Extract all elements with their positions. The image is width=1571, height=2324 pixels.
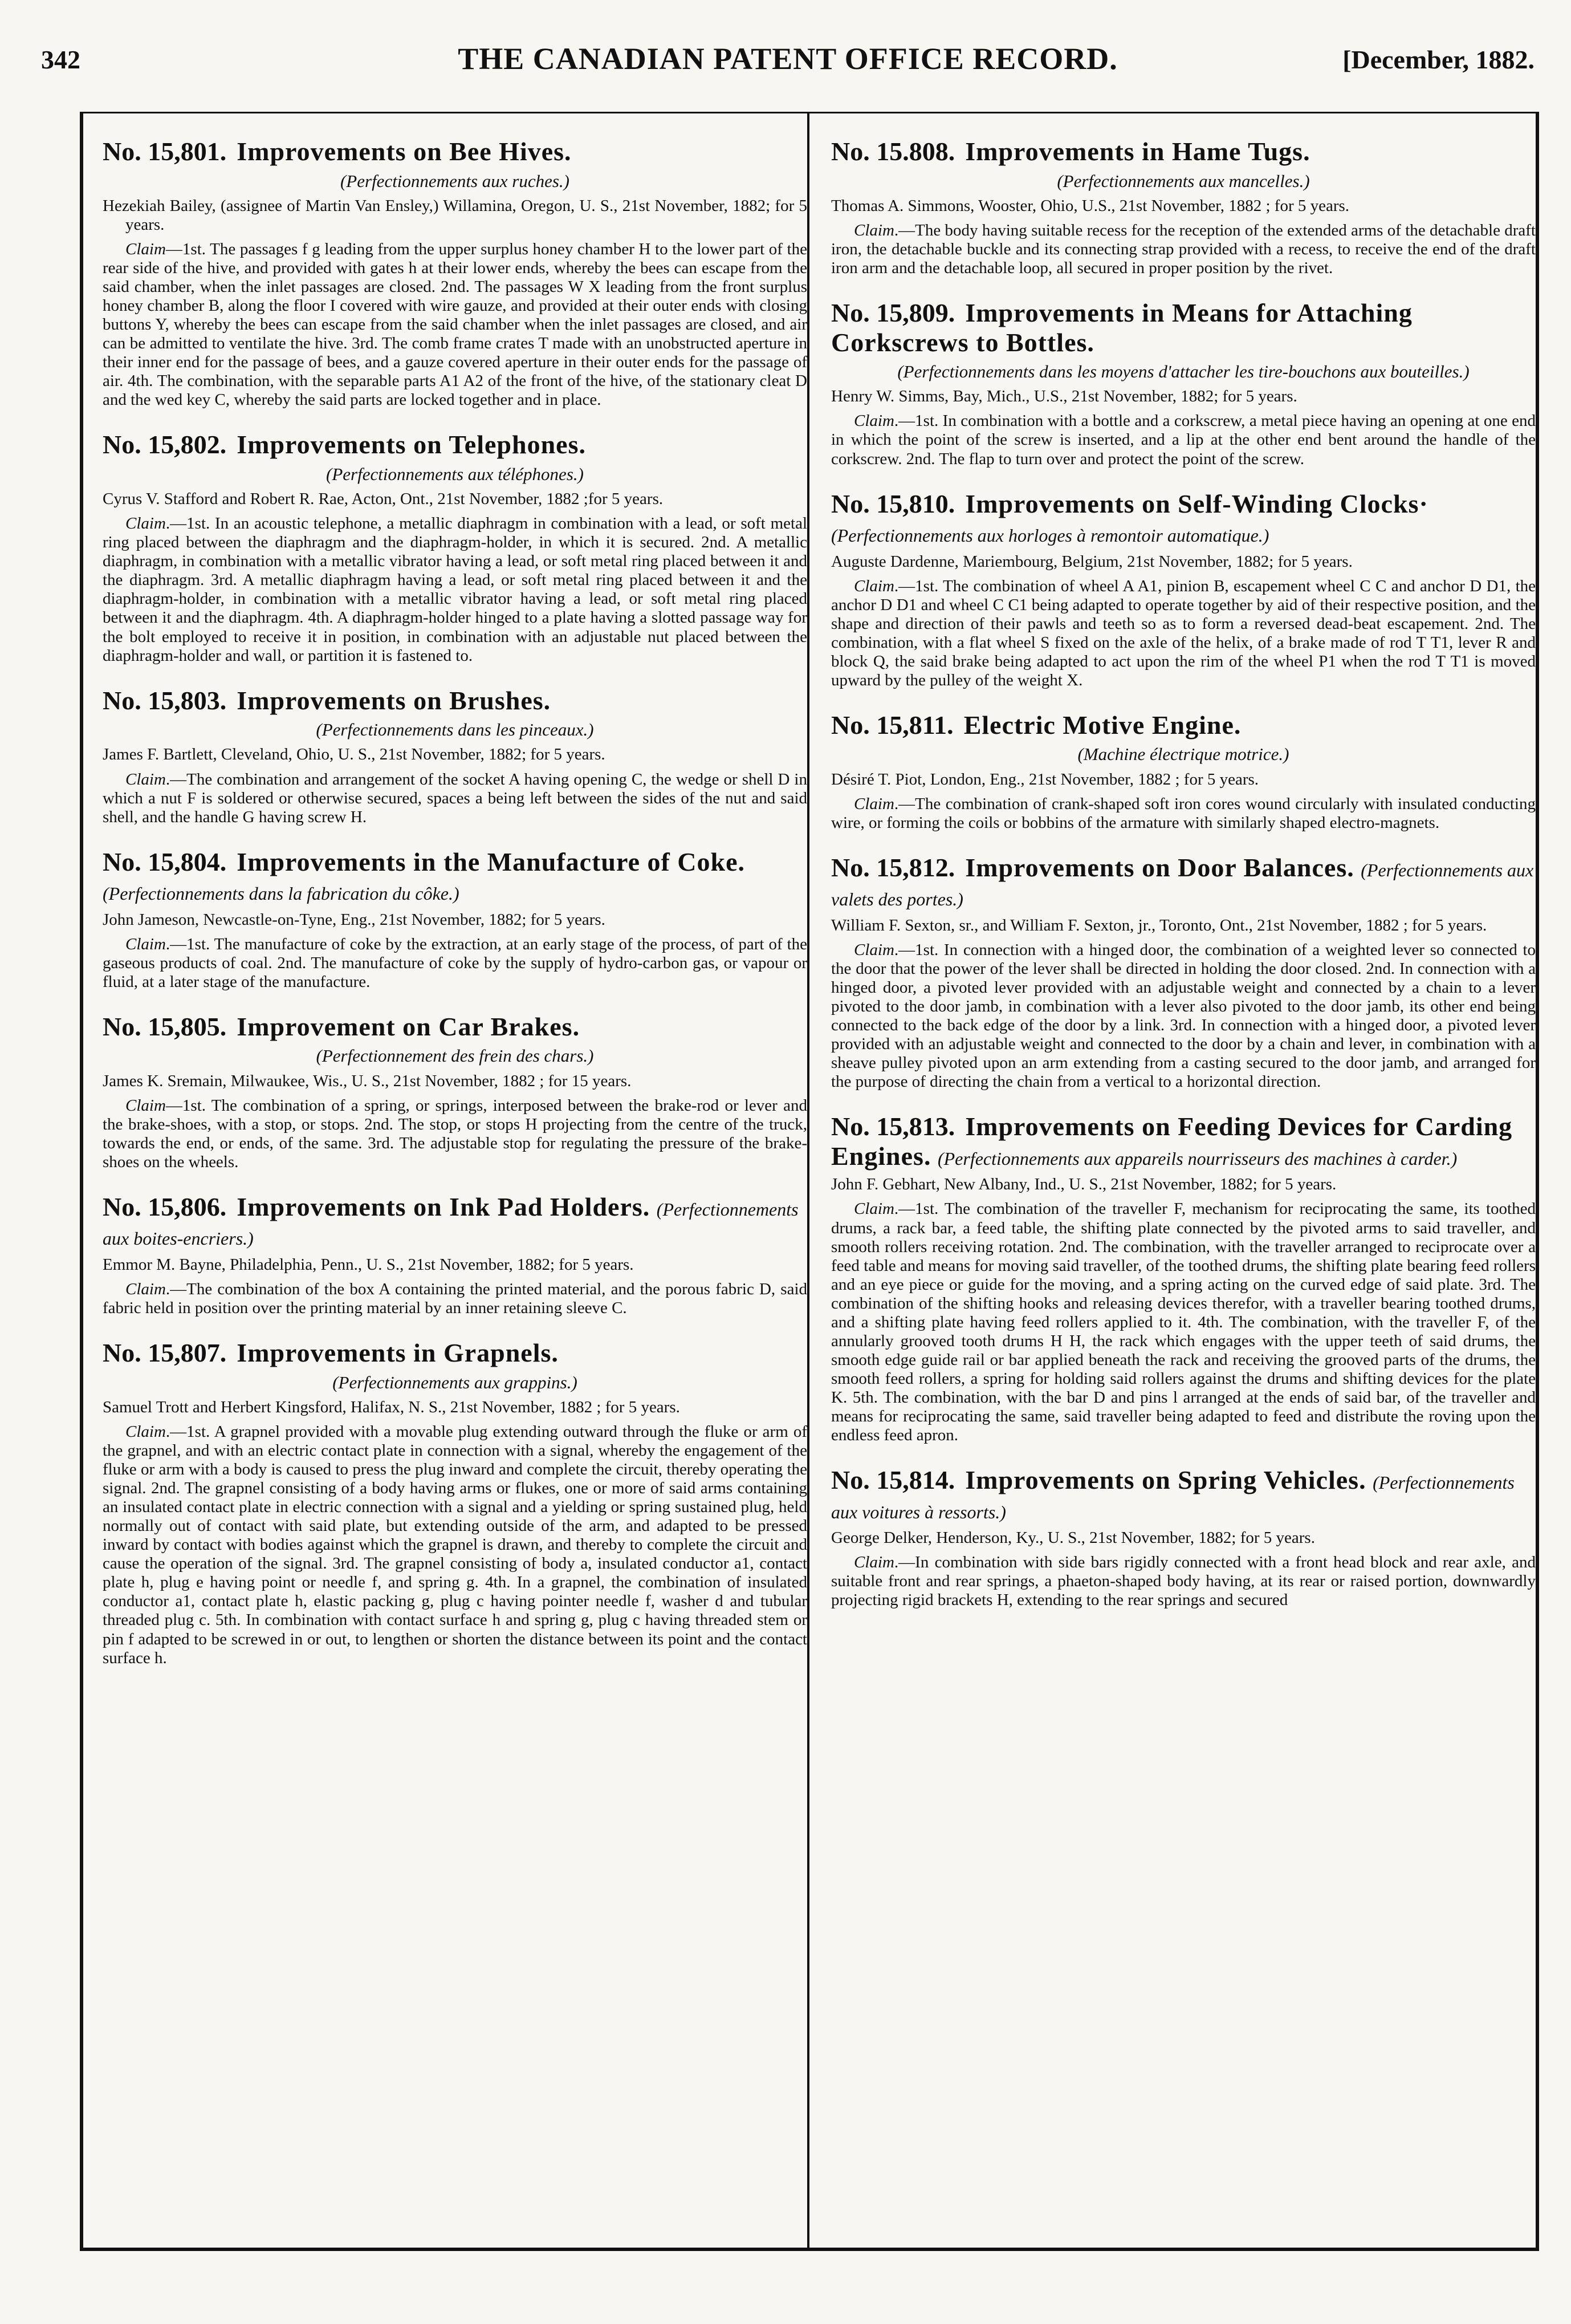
- french-title: (Perfectionnements dans les moyens d'attacher les tire-bouchons aux bouteilles.): [897, 361, 1470, 382]
- claim-label: Claim: [854, 412, 894, 430]
- patentee: William F. Sexton, sr., and William F. Sexton, jr., Toronto, Ont., 21st November, 1882 ; for 5 years.: [831, 916, 1487, 935]
- french-title: (Perfectionnements aux appareils nourrisseurs des machines à carder.): [937, 1148, 1458, 1169]
- claim-label: Claim: [854, 1553, 894, 1572]
- patent-number: No. 15,812.: [831, 852, 955, 882]
- claim-text: .—1st. The combination of the traveller F, mechanism for reciprocating the same, its toothed drums, a rack bar, a feed table, the shifting plate connected by the pivoted arms to said traveller, and smooth rollers receiving rotation. 2nd. The combination, with the traveller arranged to reciprocate over a feed table and means for moving said traveller, of the toothed drums, the shifting plate bearing feed rollers and an eye piece or guide for the moving, and a spring acting on the curved edge of said plate. 3rd. The combination of the shifting hooks and releasing devices therefor, with a traveller bearing toothed drums, and a shifting plate having feed rollers applied to it. 4th. The combination, with the traveller F, of the annularly grooved tooth drums H H, the rack which engages with the upper teeth of said drums, the smooth edge guide rail or bar applied beneath the rack and receiving the grooved parts of the drums, the smooth feed rollers, a spring for holding said rollers against the drums and shifting devices for the plate K. 5th. The combination, with the bar D and pins l arranged at the ends of said bar, of the traveller and means for reciprocating the same, said traveller being adapted to feed and distribute the roving upon the endless feed apron.: [831, 1200, 1536, 1445]
- claim-text: .—The body having suitable recess for the reception of the extended arms of the detachable draft iron, the detachable buckle and its connecting strap provided with a recess, to receive the end of the draft iron arm and the detachable loop, all secured in proper position by the rivet.: [831, 221, 1536, 277]
- patent-entry-15804: [103, 847, 807, 992]
- entry-heading: [103, 1338, 807, 1368]
- issue-date: [December, 1882.: [1342, 45, 1535, 74]
- french-title: (Perfectionnements aux voitures à ressorts.): [831, 1472, 1515, 1522]
- claim-label: Claim: [125, 1423, 166, 1441]
- claim: [103, 240, 807, 409]
- claim-label: Claim: [854, 941, 894, 959]
- patent-entry-15802: [103, 430, 807, 665]
- patent-entry-15807: [103, 1338, 807, 1668]
- claim-text: .—1st. The combination of wheel A A1, pinion B, escapement wheel C C and anchor D D1, the anchor D D1 and wheel C C1 being adapted to operate together by aid of their respective position, and the shape and direction of their pawls and teeth so as to form a reversed dead-beat escapement. 2nd. The combination, with a flat wheel S fixed on the axle of the helix, of a brake made of rod T T1, lever R and block Q, the said brake being adapted to act upon the rim of the wheel P1 when the rod T T1 is moved upward by the pulley of the weight X.: [831, 576, 1536, 689]
- claim: [831, 795, 1536, 832]
- journal-title: THE CANADIAN PATENT OFFICE RECORD.: [458, 42, 1118, 76]
- patent-title: Improvements on Telephones.: [237, 430, 586, 460]
- entry-heading: [831, 137, 1536, 166]
- patent-entry-15808: [831, 137, 1536, 278]
- french-title: (Perfectionnement des frein des chars.): [316, 1046, 594, 1066]
- patent-title: Improvement on Car Brakes.: [237, 1011, 580, 1041]
- patentee: John F. Gebhart, New Albany, Ind., U. S., 21st November, 1882; for 5 years.: [831, 1175, 1337, 1194]
- claim-text: .—The combination of crank-shaped soft iron cores wound circularly with insulated conducting wire, or forming the coils or bobbins of the armature with similarly shaped electro-magnets.: [831, 794, 1536, 832]
- claim: [831, 941, 1536, 1091]
- entry-heading: [831, 1112, 1536, 1171]
- entry-heading: [831, 298, 1536, 357]
- claim-text: .—1st. The manufacture of coke by the extraction, at an early stage of the process, of part of the gaseous products of coal. 2nd. The manufacture of coke by the supply of hydro-carbon gas, or vapour or fluid, at a later stage of the manufacture.: [103, 935, 807, 991]
- entry-heading: [831, 853, 1536, 912]
- claim-text: .—The combination and arrangement of the socket A having opening C, the wedge or shell D in which a nut F is soldered or otherwise secured, spaces a being left between the sides of the nut and said shell, and the handle G having screw H.: [103, 770, 807, 826]
- patentee: Cyrus V. Stafford and Robert R. Rae, Acton, Ont., 21st November, 1882 ;for 5 years.: [103, 490, 664, 509]
- patent-title: Electric Motive Engine.: [963, 710, 1242, 740]
- french-title: (Perfectionnements aux horloges à remontoir automatique.): [831, 525, 1269, 546]
- patent-number: No. 15,811.: [831, 710, 954, 740]
- claim: [831, 577, 1536, 690]
- patent-number: No. 15.808.: [831, 137, 955, 166]
- column-divider: [807, 112, 809, 2251]
- claim: [831, 1200, 1536, 1445]
- claim: [103, 935, 807, 992]
- patentee: John Jameson, Newcastle-on-Tyne, Eng., 21st November, 1882; for 5 years.: [103, 910, 605, 929]
- patentee: Emmor M. Bayne, Philadelphia, Penn., U. S., 21st November, 1882; for 5 years.: [103, 1255, 634, 1274]
- patent-entry-15803: [103, 686, 807, 827]
- entry-heading: [103, 137, 807, 166]
- claim-label: Claim: [854, 221, 894, 239]
- entry-heading: [103, 686, 807, 716]
- claim-text: .—1st. In an acoustic telephone, a metallic diaphragm in combination with a lead, or soft metal ring placed between the diaphragm and the diaphragm-holder, in which it is secured. 2nd. A metallic diaphragm, in combination with a metallic vibrator having a lead, or soft metal ring placed between it and the diaphragm. 3rd. A metallic diaphragm having a lead, or soft metal ring placed between it and the diaphragm-holder, in combination with a metallic vibrator having a lead, or soft metal ring placed between it and the diaphragm. 4th. A diaphragm-holder hinged to a plate having a slotted passage way for the bolt employed to receive it in position, in combination with an adjustable nut placed between the diaphragm-holder and wall, or partition it is fastened to.: [103, 514, 807, 665]
- patentee: James K. Sremain, Milwaukee, Wis., U. S., 21st November, 1882 ; for 15 years.: [103, 1071, 632, 1090]
- patent-number: No. 15,802.: [103, 430, 227, 460]
- page-number: 342: [41, 45, 80, 74]
- french-title: (Perfectionnements aux boites-encriers.): [103, 1198, 799, 1249]
- claim-label: Claim: [854, 1200, 894, 1218]
- claim-text: .—In combination with side bars rigidly connected with a front head block and rear axle, and suitable front and rear springs, a phaeton-shaped body having, at its rear or raised portion, downwardly projecting rigid brackets H, extending to the rear springs and secured: [831, 1553, 1536, 1610]
- french-title: (Perfectionnements aux ruches.): [340, 170, 569, 191]
- claim: [831, 412, 1536, 468]
- entry-heading: [103, 1192, 807, 1251]
- claim: [831, 221, 1536, 278]
- entry-heading: [103, 1012, 807, 1042]
- claim: [831, 1553, 1536, 1610]
- french-title: (Perfectionnements aux valets des portes.): [831, 859, 1534, 910]
- patent-title: Improvements on Brushes.: [237, 685, 551, 715]
- patentee: Hezekiah Bailey, (assignee of Martin Van Ensley,) Willamina, Oregon, U. S., 21st November, 1882; for 5 years.: [103, 196, 807, 234]
- french-title: (Perfectionnements dans les pinceaux.): [316, 720, 594, 740]
- patent-title: Improvements on Feeding Devices for Carding Engines.: [831, 1112, 1513, 1171]
- right-column: [831, 137, 1536, 1630]
- patent-title: Improvements on Spring Vehicles.: [965, 1465, 1366, 1495]
- patent-title: Improvements on Door Balances.: [965, 852, 1354, 882]
- patent-number: No. 15,814.: [831, 1465, 955, 1495]
- claim-text: —1st. The combination of a spring, or springs, interposed between the brake-rod or lever and the brake-shoes, with a stop, or stops. 2nd. The stop, or stops H projecting from the centre of the truck, towards the end, or ends, of the same. 3rd. The adjustable stop for regulating the pressure of the brake-shoes on the wheels.: [103, 1096, 807, 1171]
- patent-title: Improvements in Hame Tugs.: [965, 137, 1310, 166]
- patent-title: Improvements on Ink Pad Holders.: [237, 1192, 650, 1221]
- patent-entry-15813: [831, 1112, 1536, 1445]
- patent-entry-15810: [831, 489, 1536, 690]
- patent-number: No. 15,803.: [103, 685, 227, 715]
- entry-heading: [831, 489, 1536, 548]
- patent-number: No. 15,809.: [831, 298, 955, 328]
- french-title: (Perfectionnements dans la fabrication du côke.): [103, 883, 459, 904]
- claim-label: Claim: [125, 239, 166, 258]
- entry-heading: [831, 1465, 1536, 1524]
- claim-label: Claim: [125, 770, 166, 789]
- claim: [103, 770, 807, 827]
- patent-entry-15801: [103, 137, 807, 409]
- entry-heading: [831, 710, 1536, 740]
- left-column: [103, 137, 807, 1688]
- patent-title: Improvements in Means for Attaching Corkscrews to Bottles.: [831, 298, 1413, 357]
- claim-label: Claim: [125, 514, 166, 533]
- patent-entry-15805: [103, 1012, 807, 1172]
- claim-label: Claim: [125, 1280, 166, 1299]
- patent-number: No. 15,807.: [103, 1338, 227, 1368]
- claim-text: .—1st. A grapnel provided with a movable plug extending outward through the fluke or arm of the grapnel, and with an electric contact plate in connection with a signal, whereby the engagement of the fluke or arm with a body is caused to press the plug inward and complete the circuit, thereby operating the signal. 2nd. The grapnel consisting of a body having arms or flukes, one or more of said arms containing an insulated contact plate in electric connection with a signal and a yielding or spring sustained plug, held normally out of contact with said plate, but extending outside of the arm, and adapted to be pressed inward by contact with bodies against which the grapnel is drawn, and thereby to complete the circuit and cause the operation of the signal. 3rd. The grapnel consisting of body a, insulated conductor a1, contact plate h, plug e having point or needle f, and spring g. 4th. In a grapnel, the combination of insulated conductor a1, contact plate h, elastic packing g, plug c having pointer needle f, washer d and tubular threaded plug c. 5th. In combination with contact surface h and spring g, plug c having threaded stem or pin f adapted to be screwed in or out, to lengthen or shorten the distance between its point and the contact surface h.: [103, 1423, 807, 1667]
- french-title: (Perfectionnements aux grappins.): [332, 1372, 577, 1392]
- running-head: [41, 34, 1535, 86]
- patentee: Désiré T. Piot, London, Eng., 21st November, 1882 ; for 5 years.: [831, 770, 1259, 789]
- patent-number: No. 15,805.: [103, 1011, 227, 1041]
- patent-entry-15811: [831, 710, 1536, 832]
- patent-entry-15806: [103, 1192, 807, 1318]
- patentee: Samuel Trott and Herbert Kingsford, Halifax, N. S., 21st November, 1882 ; for 5 years.: [103, 1397, 680, 1416]
- patent-title: Improvements in Grapnels.: [237, 1338, 559, 1368]
- patent-number: No. 15,806.: [103, 1192, 227, 1221]
- patentee: George Delker, Henderson, Ky., U. S., 21st November, 1882; for 5 years.: [831, 1529, 1315, 1547]
- patent-entry-15814: [831, 1465, 1536, 1610]
- patent-title: Improvements on Bee Hives.: [237, 137, 572, 166]
- claim: [103, 1423, 807, 1668]
- claim: [103, 514, 807, 665]
- claim-label: Claim: [854, 576, 894, 595]
- patent-number: No. 15,813.: [831, 1112, 955, 1141]
- french-title: (Machine électrique motrice.): [1077, 744, 1289, 765]
- claim-text: —1st. The passages f g leading from the upper surplus honey chamber H to the lower part of the rear side of the hive, and provided with gates h at their lower ends, whereby the bees can escape from the said chamber, when the inlet passages are closed. 2nd. The passages W X leading from the front surplus honey chamber B, along the floor I covered with wire gauze, and provided at their outer ends with closing buttons Y, whereby the bees can escape from the said chamber when the inlet passages are closed, and air can be admitted to ventilate the hive. 3rd. The comb frame crates T made with an unobstructed aperture in their inner end for the passage of bees, and a gauze covered aperture in their outer ends for the passage of air. 4th. The combination, with the separable parts A1 A2 of the front of the hive, of the stationary cleat D and the wed key C, whereby the said parts are locked together and in place.: [103, 239, 807, 409]
- claim: [103, 1280, 807, 1318]
- claim-text: .—1st. In combination with a bottle and a corkscrew, a metal piece having an opening at one end in which the point of the screw is inserted, and a lip at the other end bent around the handle of the corkscrew. 2nd. The flap to turn over and protect the point of the screw.: [831, 412, 1536, 468]
- patent-number: No. 15,810.: [831, 489, 955, 518]
- patentee: James F. Bartlett, Cleveland, Ohio, U. S., 21st November, 1882; for 5 years.: [103, 745, 605, 764]
- patent-number: No. 15,801.: [103, 137, 227, 166]
- patentee: Thomas A. Simmons, Wooster, Ohio, U.S., 21st November, 1882 ; for 5 years.: [831, 196, 1350, 215]
- patent-entry-15809: [831, 298, 1536, 469]
- entry-heading: [103, 430, 807, 460]
- patent-number: No. 15,804.: [103, 847, 227, 876]
- claim-label: Claim: [125, 935, 166, 953]
- french-title: (Perfectionnements aux mancelles.): [1057, 170, 1310, 191]
- claim: [103, 1096, 807, 1172]
- entry-heading: [103, 847, 807, 906]
- patentee: Henry W. Simms, Bay, Mich., U.S., 21st November, 1882; for 5 years.: [831, 387, 1297, 406]
- claim-text: .—The combination of the box A containing the printed material, and the porous fabric D, said fabric held in position over the printing material by an inner retaining sleeve C.: [103, 1280, 807, 1318]
- claim-label: Claim: [854, 794, 894, 813]
- patent-title: Improvements in the Manufacture of Coke.: [237, 847, 746, 876]
- patentee: Auguste Dardenne, Mariembourg, Belgium, 21st November, 1882; for 5 years.: [831, 552, 1353, 571]
- patent-title: Improvements on Self-Winding Clocks·: [965, 489, 1428, 518]
- claim-label: Claim: [125, 1096, 166, 1115]
- patent-entry-15812: [831, 853, 1536, 1091]
- french-title: (Perfectionnements aux téléphones.): [326, 464, 584, 484]
- claim-text: .—1st. In connection with a hinged door, the combination of a weighted lever so connected to the door that the power of the lever shall be directed in holding the door closed. 2nd. In connection with a hinged door, a pivoted lever provided with an adjustable weight and connected by a chain to a lever pivoted to the door jamb, in combination with a lever also pivoted to the door jamb, its other end being connected to the back edge of the door by a link. 3rd. In connection with a hinged door, a pivoted lever provided with an adjustable weight and connected to the door by a chain and lever, in combination with a sheave pulley pivoted upon an arm extending from a casting secured to the door jamb, and arranged for the purpose of directing the chain from a vertical to a horizontal direction.: [831, 941, 1536, 1091]
